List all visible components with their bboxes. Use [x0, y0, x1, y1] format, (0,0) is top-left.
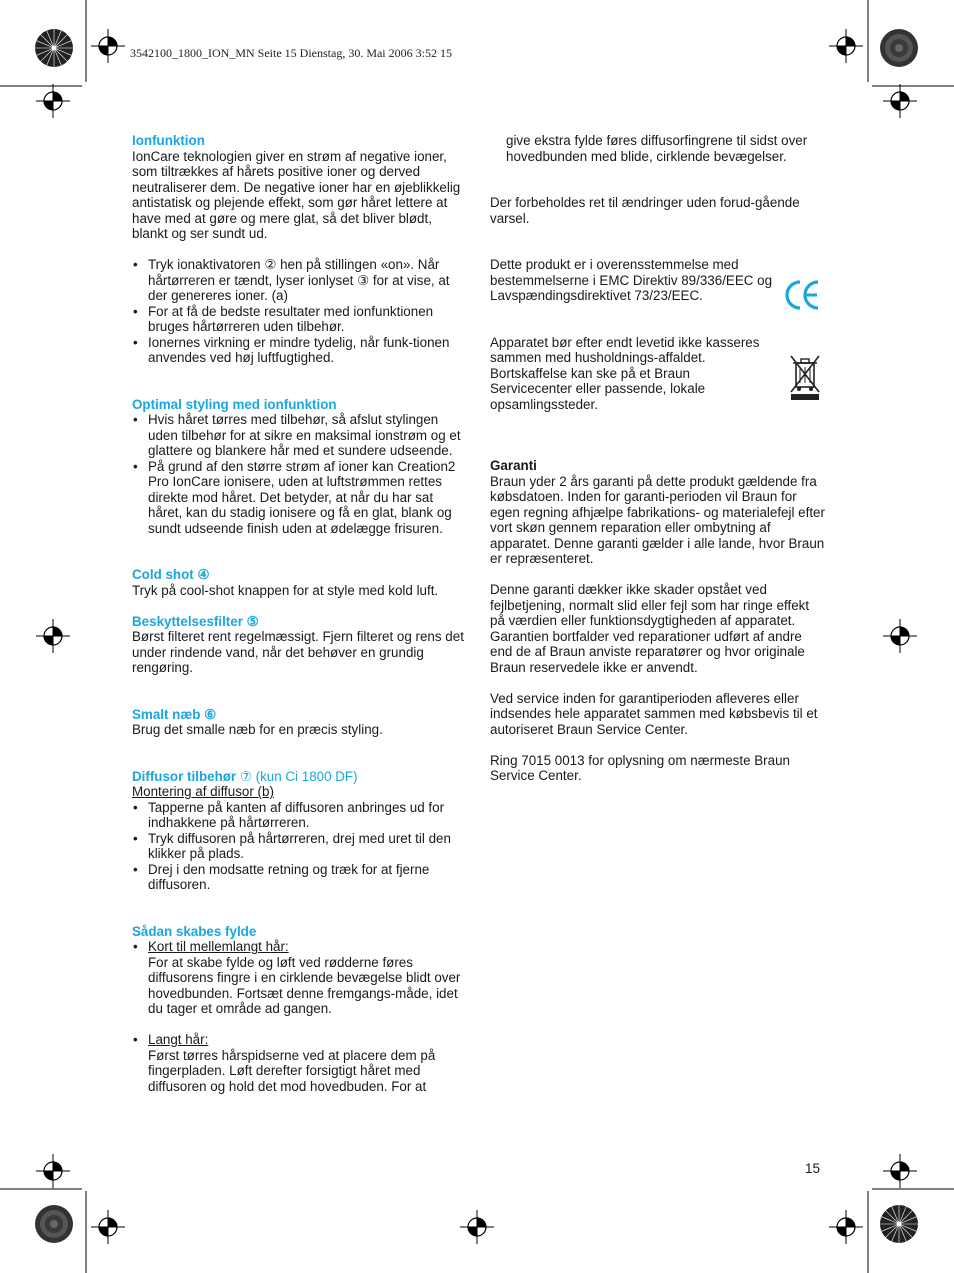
page-number: 15 — [805, 1161, 820, 1176]
list-item: • For at få de bedste resultater med ionfunktionen bruges hårtørreren uden tilbehør. — [132, 304, 467, 335]
warranty-p2: Denne garanti dækker ikke skader opstået ved fejlbetjening, normalt slid eller fejl som har ringe effekt på værdien eller funktionsdygtigheden af apparatet. Garantien bortfalder ved reparationer udført af andre end de af Braun anviste reparatører og hvor originale Braun reservedele ikke er anvendt. — [490, 582, 810, 675]
long-hair-body: Først tørres hårspidserne ved at placere dem på fingerpladen. Løft derefter forsigtigt håret med diffusoren og hold det mod hovedbuden. For at — [148, 1047, 436, 1094]
filter-body: Børst filteret rent regelmæssigt. Fjern filteret og rens det under rindende vand, når det behøver en grundig rengøring. — [132, 629, 464, 675]
ce-mark-icon — [784, 278, 822, 312]
styling-heading: Optimal styling med ionfunktion — [132, 396, 337, 412]
file-header: 3542100_1800_ION_MN Seite 15 Dienstag, 30. Mai 2006 3:52 15 — [130, 46, 452, 60]
conformity-text: Dette produkt er i overensstemmelse med bestemmelserne i EMC Direktiv 89/336/EEC og Lavspændingsdirektivet 73/23/EEC. — [490, 257, 773, 303]
warranty-section — [490, 458, 825, 784]
warranty-p4: Ring 7015 0013 for oplysning om nærmeste Braun Service Center. — [490, 752, 790, 783]
diffuser-section — [132, 769, 467, 893]
list-item: • Tryk diffusoren på hårtørreren, drej med uret til den klikker på plads. — [132, 831, 467, 862]
ion-body: IonCare teknologien giver en strøm af negative ioner, som tiltrækkes af hårets positive ioner og derved neutraliserer dem. De negative ioner har en øjeblikkelig antistatisk og plejende effekt, som gør håret lettere at have med at gøre og mere glat, så det bliver blødt, blankt og ser sundt ud. — [132, 148, 461, 241]
volume-section — [132, 924, 467, 1095]
diffuser-subheading: Montering af diffusor (b) — [132, 784, 274, 799]
styling-section — [132, 397, 467, 537]
short-hair-label: Kort til mellemlangt hår: — [148, 939, 289, 954]
diffuser-bullets — [132, 800, 467, 893]
list-item: • Ionernes virkning er mindre tydelig, når funk-tionen anvendes ved høj luftfugtighed. — [132, 335, 467, 366]
list-item: • Tapperne på kanten af diffusoren anbringes ud for indhakkene på hårtørreren. — [132, 800, 467, 831]
short-hair-body: For at skabe fylde og løft ved rødderne føres diffusorens fingre i en cirklende bevægelse blidt over hovedbunden. Fortsæt denne fremgangs-måde, idet du tager et område ad gangen. — [148, 954, 461, 1016]
ion-heading: Ionfunktion — [132, 133, 205, 148]
list-item: • Hvis håret tørres med tilbehør, så afslut stylingen uden tilbehør for at sikre en maksimal ionstrøm og et glattere og blankere hår med et sundere udseende. — [132, 412, 467, 459]
list-item — [132, 1032, 467, 1094]
nozzle-section — [132, 707, 467, 738]
filter-section — [132, 614, 467, 676]
long-hair-label: Langt hår: — [148, 1032, 209, 1047]
list-item: • Drej i den modsatte retning og træk for at fjerne diffusoren. — [132, 862, 467, 893]
warranty-p1: Braun yder 2 års garanti på dette produkt gældende fra købsdatoen. Inden for garanti-perioden vil Braun for egen regning afhjælpe fabrikations- og materialefejl efter vort skøn gennem reparation eller ombytning af apparatet. Denne garanti gælder i alle lande, hvor Braun er repræsenteret. — [490, 473, 825, 566]
right-column — [490, 133, 825, 784]
disposal-text: Apparatet bør efter endt levetid ikke kasseres sammen med husholdnings-affaldet. Bortskaffelse kan ske på et Braun Servicecenter eller passende, lokale opsamlingssteder. — [490, 334, 760, 412]
list-item: • Tryk ionaktivatoren ② hen på stillingen «on». Når hårtørreren er tændt, lyser ionlyset ③ for at vise, at der genereres ioner. (a) — [132, 257, 467, 304]
styling-bullets — [132, 412, 467, 536]
list-item: • På grund af den større strøm af ioner kan Creation2 Pro IonCare ionisere, uden at luftstrømmen rettes direkte mod håret. Det betyder, at når du har sat håret, kan du stadig ionisere og få en glat, blank og sundt udseende finish uden at ødelægge frisuren. — [132, 459, 467, 537]
cold-shot-section — [132, 567, 467, 598]
ion-bullets — [132, 257, 467, 366]
left-column — [132, 133, 467, 1094]
volume-heading: Sådan skabes fylde — [132, 923, 257, 939]
warranty-heading: Garanti — [490, 458, 537, 473]
diffuser-heading-suffix: ⑦ (kun Ci 1800 DF) — [239, 768, 358, 784]
crossed-out-bin-icon — [789, 354, 821, 402]
cold-shot-heading: Cold shot ④ — [132, 567, 210, 582]
diffuser-heading-title: Diffusor tilbehør — [132, 768, 237, 784]
ion-section — [132, 133, 467, 366]
continuation-text: give ekstra fylde føres diffusorfingrene til sidst over hovedbunden med blide, cirklende bevægelser. — [506, 133, 808, 164]
filter-heading: Beskyttelsesfilter ⑤ — [132, 613, 259, 629]
volume-bullets — [132, 939, 467, 1094]
list-item — [132, 939, 467, 1017]
disclaimer-text: Der forbeholdes ret til ændringer uden forud-gående varsel. — [490, 195, 800, 226]
warranty-p3: Ved service inden for garantiperioden afleveres eller indsendes hele apparatet sammen med købsbevis til et autoriseret Braun Service Center. — [490, 690, 818, 737]
nozzle-body: Brug det smalle næb for en præcis styling. — [132, 722, 383, 737]
diffuser-heading — [132, 769, 467, 785]
cold-shot-body: Tryk på cool-shot knappen for at style med kold luft. — [132, 582, 439, 598]
nozzle-heading: Smalt næb ⑥ — [132, 706, 217, 722]
